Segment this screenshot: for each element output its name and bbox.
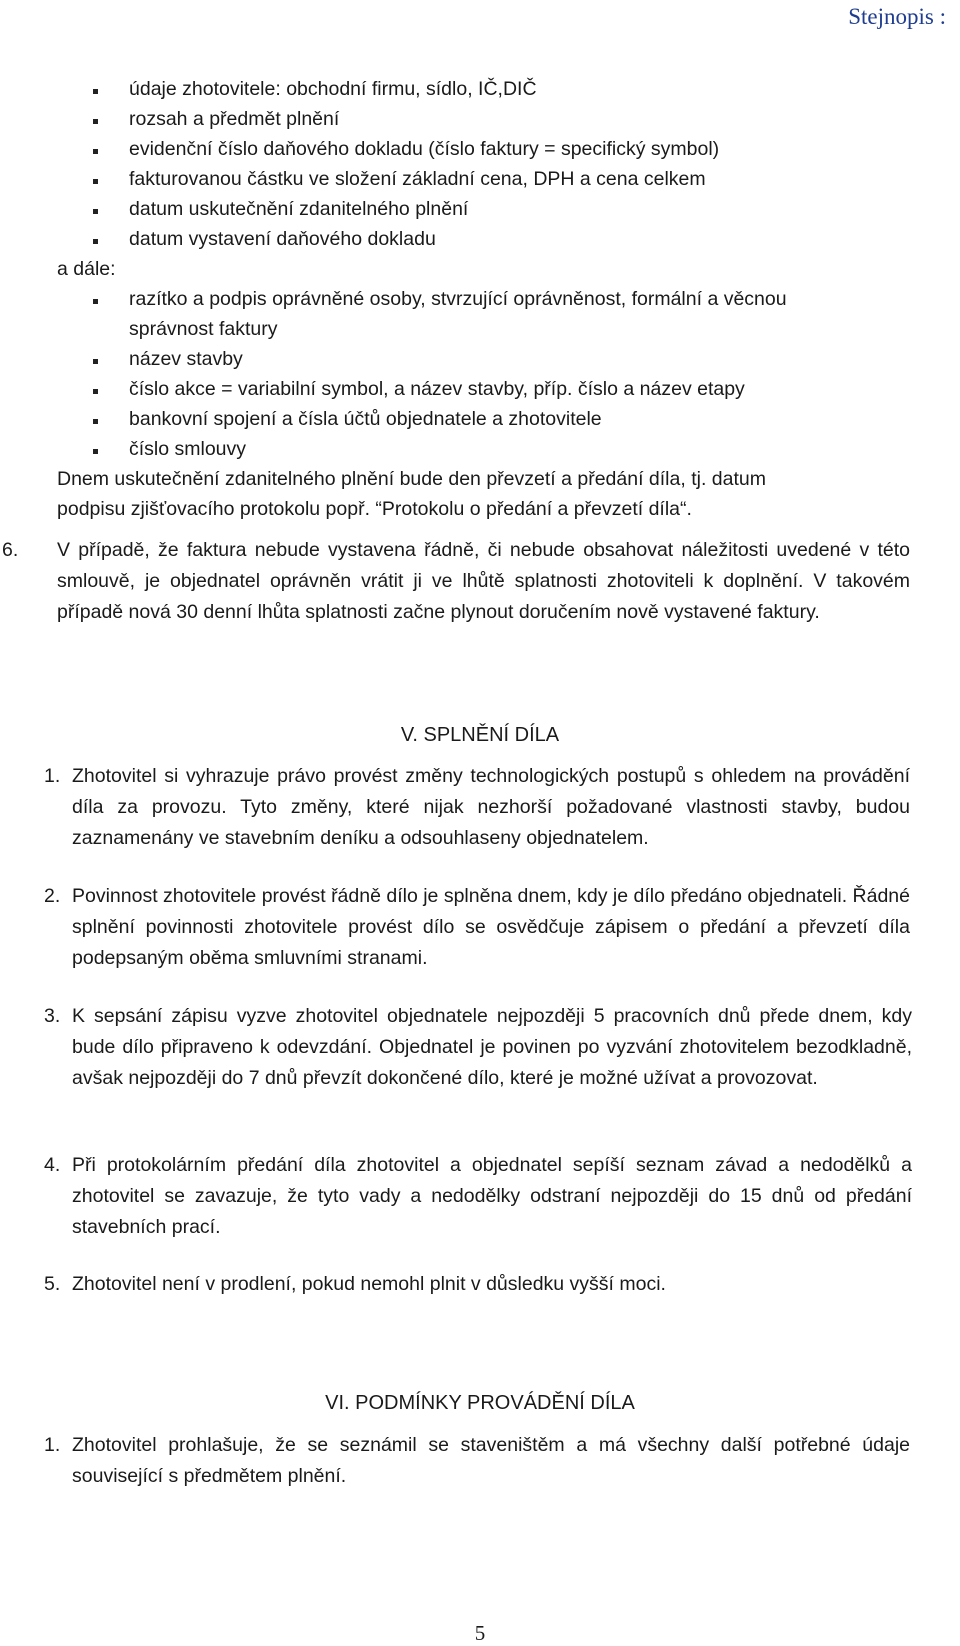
item-6-paragraph (57, 535, 910, 628)
paragraph-text: K sepsání zápisu vyzve zhotovitel objednatele nejpozději 5 pracovních dnů přede dnem, kdy bude dílo připraveno k odevzdání. Objednatel je povinen po vyzvání zhotovitelem bezodkladně, avšak nejpozději do 7 dnů převzít dokončené dílo, které je možné užívat a provozovat. (72, 1005, 912, 1089)
item-number: 1. (44, 765, 61, 787)
section-heading-splneni-dila: V. SPLNĚNÍ DÍLA (400, 724, 560, 746)
section-heading-podminky: VI. PODMÍNKY PROVÁDĚNÍ DÍLA (325, 1392, 635, 1414)
item-number: 2. (44, 885, 61, 907)
bullet-marker (93, 179, 98, 184)
bullet-marker (93, 209, 98, 214)
dnem-paragraph-line: podpisu zjišťovacího protokolu popř. “Protokolu o předání a převzetí díla“. (57, 498, 692, 520)
item-number: 4. (44, 1154, 61, 1176)
section5-item-3 (72, 1001, 912, 1094)
section5-item-2 (72, 881, 910, 974)
list-item: údaje zhotovitele: obchodní firmu, sídlo, IČ,DIČ (129, 78, 537, 100)
item-number: 6. (2, 539, 19, 561)
list-item: číslo smlouvy (129, 438, 247, 460)
page-number: 5 (474, 1621, 486, 1645)
section5-item-1 (72, 761, 910, 854)
bullet-marker (93, 299, 98, 304)
dnem-paragraph-line: Dnem uskutečnění zdanitelného plnění bude den převzetí a předání díla, tj. datum (57, 468, 766, 490)
paragraph-text: V případě, že faktura nebude vystavena řádně, či nebude obsahovat náležitosti uvedené v této smlouvě, je objednatel oprávněn vrátit ji ve lhůtě splatnosti zhotoviteli k doplnění. V takovém případě nová 30 denní lhůta splatnosti začne plynout doručením nově vystavené faktury. (57, 539, 910, 623)
bullet-marker (93, 119, 98, 124)
bullet-marker (93, 389, 98, 394)
section6-item-1 (72, 1430, 910, 1492)
section5-item-5: Zhotovitel není v prodlení, pokud nemohl plnit v důsledku vyšší moci. (72, 1273, 666, 1295)
bullet-marker (93, 89, 98, 94)
paragraph-text: Zhotovitel si vyhrazuje právo provést změny technologických postupů s ohledem na provádění díla za provozu. Tyto změny, které nijak nezhorší požadované vlastnosti stavby, budou zaznamenány ve stavebním deníku a odsouhlaseny objednatelem. (72, 765, 910, 849)
bullet-marker (93, 419, 98, 424)
paragraph-text: Zhotovitel prohlašuje, že se seznámil se staveništěm a má všechny další potřebné údaje související s předmětem plnění. (72, 1434, 910, 1487)
list-item: datum vystavení daňového dokladu (129, 228, 436, 250)
bullet-marker (93, 449, 98, 454)
section5-item-4 (72, 1150, 912, 1243)
stejnopis-note: Stejnopis : (848, 4, 946, 29)
list-item: číslo akce = variabilní symbol, a název stavby, příp. číslo a název etapy (129, 378, 745, 400)
list-item: název stavby (129, 348, 243, 370)
item-number: 1. (44, 1434, 61, 1456)
item-number: 5. (44, 1273, 61, 1295)
list-item: bankovní spojení a čísla účtů objednatele a zhotovitele (129, 408, 602, 430)
bullet-marker (93, 239, 98, 244)
item-number: 3. (44, 1005, 61, 1027)
bullet-marker (93, 149, 98, 154)
list-item: datum uskutečnění zdanitelného plnění (129, 198, 469, 220)
list-item: evidenční číslo daňového dokladu (číslo faktury = specifický symbol) (129, 138, 720, 160)
list-item-continuation: správnost faktury (129, 318, 278, 340)
list-item: rozsah a předmět plnění (129, 108, 340, 130)
a-dale-label: a dále: (57, 258, 116, 280)
list-item: fakturovanou částku ve složení základní cena, DPH a cena celkem (129, 168, 706, 190)
paragraph-text: Povinnost zhotovitele provést řádně dílo je splněna dnem, kdy je dílo předáno objednateli. Řádné splnění povinnosti zhotovitele provést dílo se osvědčuje zápisem o předání a převzetí díla podepsaným oběma smluvními stranami. (72, 885, 910, 969)
bullet-marker (93, 359, 98, 364)
paragraph-text: Při protokolárním předání díla zhotovitel a objednatel sepíší seznam závad a nedodělků a zhotovitel se zavazuje, že tyto vady a nedodělky odstraní nejpozději do 15 dnů od předání stavebních prací. (72, 1154, 912, 1238)
list-item: razítko a podpis oprávněné osoby, stvrzující oprávněnost, formální a věcnou (129, 288, 787, 310)
